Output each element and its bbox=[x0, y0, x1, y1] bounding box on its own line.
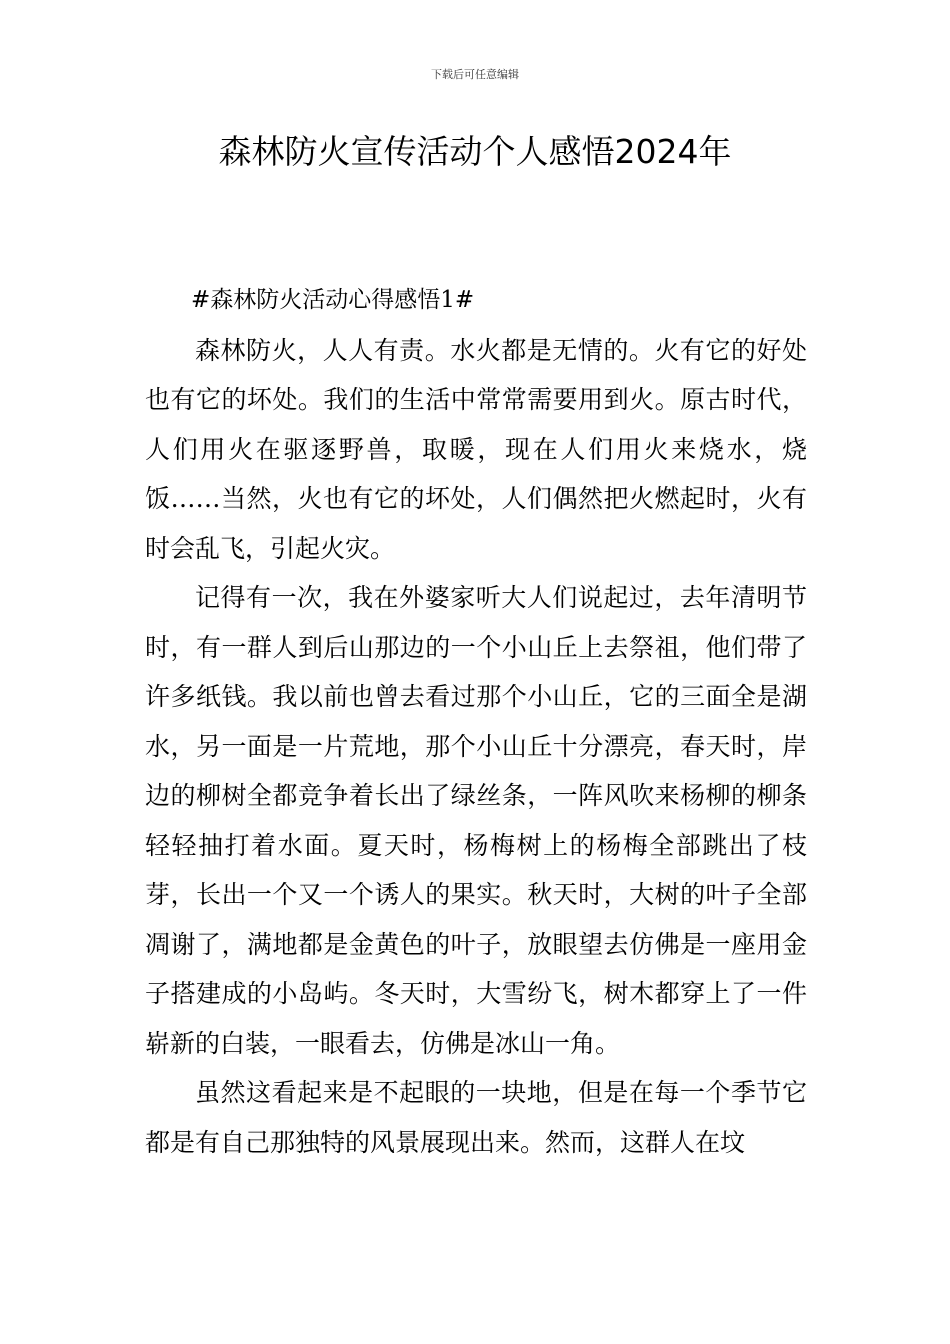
document-body bbox=[145, 276, 807, 1167]
paragraph-2: 记得有一次，我在外婆家听大人们说起过，去年清明节时，有一群人到后山那边的一个小山丘上去祭祖，他们带了许多纸钱。我以前也曾去看过那个小山丘，它的三面全是湖水，另一面是一片荒地，那个小山丘十分漂亮，春天时，岸边的柳树全都竞争着长出了绿丝条，一阵风吹来杨柳的柳条轻轻抽打着水面。夏天时，杨梅树上的杨梅全部跳出了枝芽，长出一个又一个诱人的果实。秋天时，大树的叶子全部凋谢了，满地都是金黄色的叶子，放眼望去仿佛是一座用金子搭建成的小岛屿。冬天时，大雪纷飞，树木都穿上了一件崭新的白装，一眼看去，仿佛是冰山一角。 bbox=[145, 583, 807, 1058]
section-heading: #森林防火活动心得感悟1# bbox=[191, 287, 475, 313]
paragraph-1: 森林防火，人人有责。水火都是无情的。火有它的好处也有它的坏处。我们的生活中常常需要用到火。原古时代，人们用火在驱逐野兽，取暖，现在人们用火来烧水，烧饭……当然，火也有它的坏处，人们偶然把火燃起时，火有时会乱飞，引起火灾。 bbox=[145, 335, 807, 563]
document-title: 森林防火宣传活动个人感悟2024年 bbox=[218, 132, 732, 171]
paragraph-3: 虽然这看起来是不起眼的一块地，但是在每一个季节它都是有自己那独特的风景展现出来。然而，这群人在坟 bbox=[145, 1078, 807, 1157]
header-note: 下载后可任意编辑 bbox=[431, 68, 519, 81]
